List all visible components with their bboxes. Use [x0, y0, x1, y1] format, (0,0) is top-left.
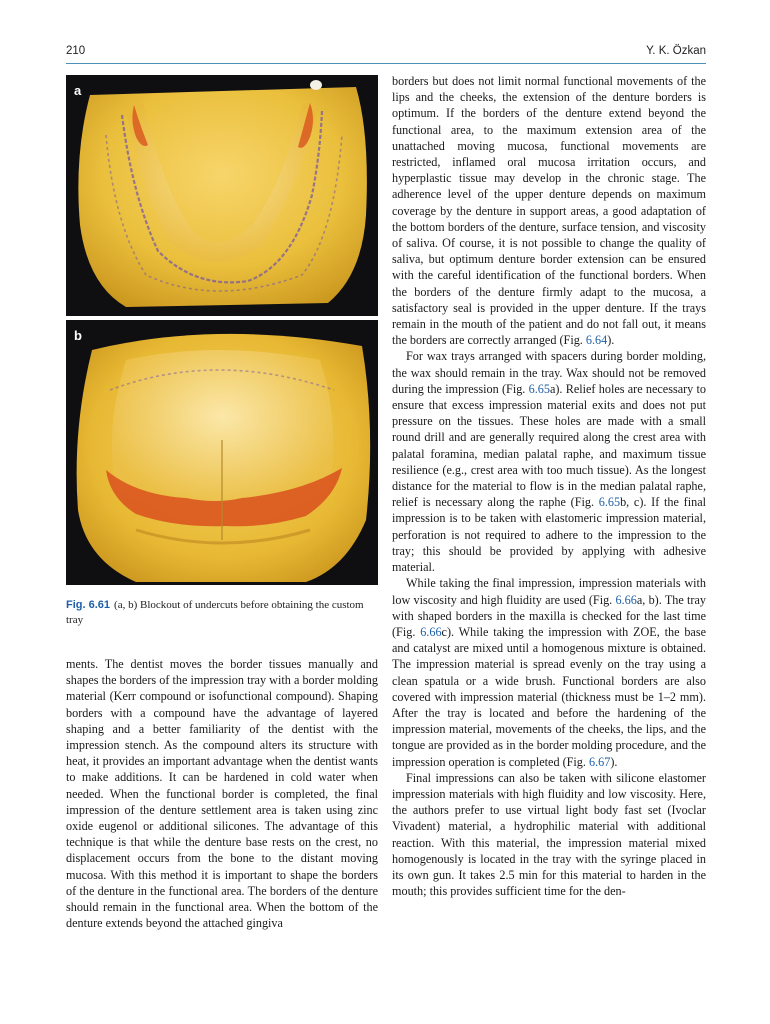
- figure-panel-b: [66, 320, 378, 585]
- denture-cast-photo-b: [66, 320, 378, 585]
- denture-cast-photo-a: [66, 75, 378, 316]
- right-paragraph-1: borders but does not limit normal functional movements of the lips and the cheeks, the extension of the denture borders is optimum. If the borders of the denture extend beyond the functional area, to the maximum extension area of the unattached moving mucosa, functional movements are restricted, inflamed oral mucosa irritation occurs, and hyperplastic tissue may develop in the chronic stage. The adherence level of the upper denture depends on maximum coverage by the denture in support areas, a good adaptation of the bottom borders of the denture, surface tension, and viscosity of saliva. Of course, it is not possible to change the quality of saliva, but optimum denture border extension can be ensured with the careful identification of the functional borders. When the borders of the denture firmly adapt to the mucosa, a satisfactory seal is provided in the upper denture. If the trays remain in the mouth of the patient and do not fall out, it means the borders are correctly arranged (Fig. 6.64).: [392, 74, 706, 348]
- right-paragraph-2: For wax trays arranged with spacers during border molding, the wax should remain in the tray. Wax should not be removed during the impression (Fig. 6.65a). Relief holes are necessary to ensure that excess impression material exits and does not put pressure on the tissues. These holes are made with a small round drill and are generally required along the crest area with palatal foramina, median palatal raphe, and maximum tissue resilience (e.g., crest area with too much tissue). As the longest distance for the material to flow is in the median palatal raphe, relief is necessary along the raphe (Fig. 6.65b, c). If the final impression is to be taken with elastomeric impression material, perforation is not required to adhere to the impression to the tray; this should be provided by applying with adhesive material.: [392, 349, 706, 575]
- caption-label: Fig. 6.61: [66, 599, 111, 611]
- running-header: [66, 43, 706, 63]
- header-rule: [66, 63, 706, 64]
- right-column: [392, 73, 706, 899]
- left-column: [66, 656, 378, 931]
- caption-text: (a, b) Blockout of undercuts before obtaining the custom tray: [66, 599, 364, 626]
- figure-reference-link[interactable]: 6.66: [615, 592, 637, 607]
- right-paragraph-3: While taking the final impression, impression materials with low viscosity and high fluidity are used (Fig. 6.66a, b). The tray with shaped borders in the maxilla is checked for the last time (Fig. 6.66c). While taking the impression with ZOE, the base and catalyst are mixed until a homogenous mixture is obtained. The impression material is spread evenly on the tray using a clean spatula or a wide brush. Functional borders are also covered with impression material (thickness must be 1–2 mm). After the tray is located and before the hardening of the impression material, movements of the cheeks, the lips, and the tongue are provided as in the border molding procedure, and the impression operation is completed (Fig. 6.67).: [392, 576, 706, 769]
- panel-label-a: a: [74, 83, 82, 98]
- right-paragraph-4: Final impressions can also be taken with silicone elastomer impression materials with high fluidity and low viscosity. Here, the authors prefer to use virtual light body fast set (Ivoclar Vivadent) material, a hydrophilic material with additional reaction. With this material, the impression material mixed homogenously is located in the tray with the syringe placed in its own gun. It takes 2.5 min for this material to harden in the mouth; this provides sufficient time for the den-: [392, 770, 706, 899]
- page-number: 210: [66, 45, 86, 57]
- figure-reference-link[interactable]: 6.65: [528, 381, 550, 396]
- figure-reference-link[interactable]: 6.66: [420, 624, 442, 639]
- figure-reference-link[interactable]: 6.67: [589, 754, 611, 769]
- figure-reference-link[interactable]: 6.65: [598, 495, 621, 510]
- figure-panel-a: [66, 75, 378, 316]
- figure-reference-link[interactable]: 6.64: [585, 333, 608, 348]
- figure-caption: [66, 598, 378, 628]
- left-paragraph-1: ments. The dentist moves the border tissues manually and shapes the borders of the impression tray with a border molding material (Kerr compound or isofunctional compound). Shaping borders with a compound have the advantage of layered shaping and a better familiarity of the dentist with the impression stench. As the compound alters its structure with heat, it provides an important advantage when the dentist wants to make additions. It can be hardened in cold water when needed. When the functional border is completed, the final impression of the denture settlement area is taken using zinc oxide eugenol or additional silicones. The advantage of this technique is that while the denture base rests on the crest, no displacement occurs from the bone to the distant moving mucosa. With this method it is important to shape the borders of the denture in the functional area. The borders of the denture should remain in the functional area. When the bottom of the denture extends beyond the attached gingiva: [66, 657, 378, 931]
- panel-label-b: b: [74, 328, 82, 343]
- running-author: Y. K. Özkan: [646, 45, 706, 57]
